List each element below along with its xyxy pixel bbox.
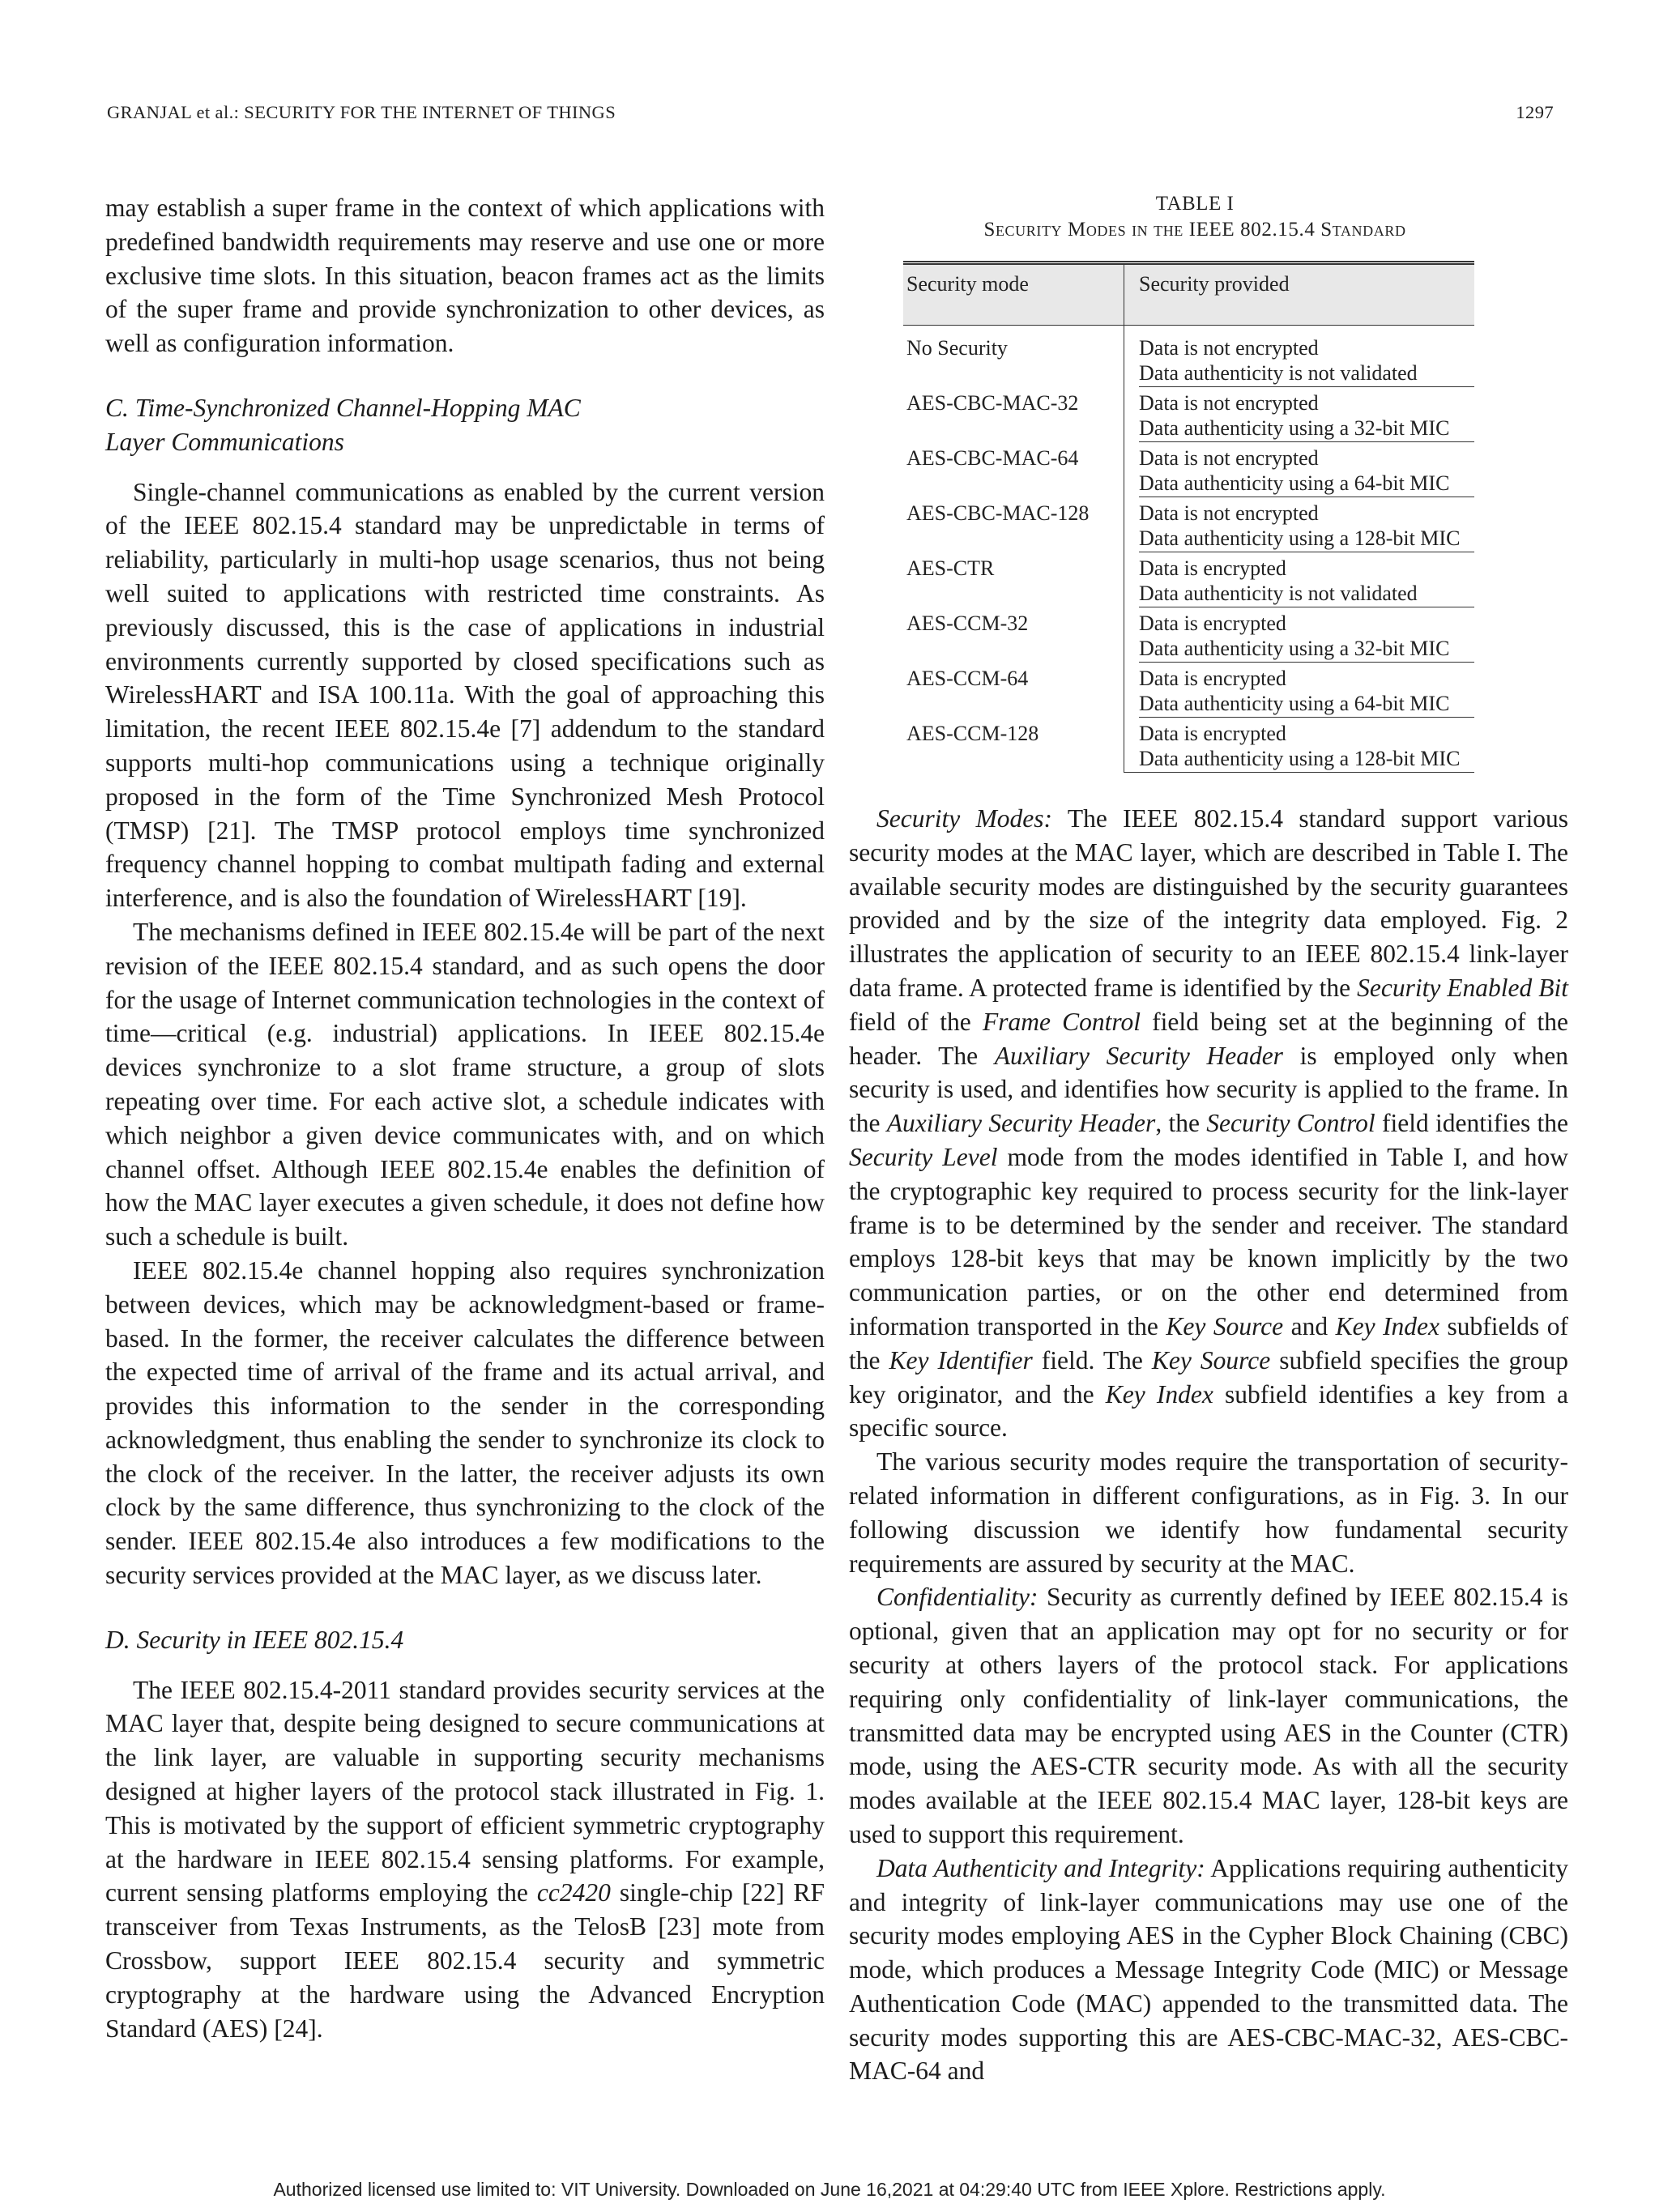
license-footer: Authorized licensed use limited to: VIT University. Downloaded on June 16,2021 at 04:29:40 UTC from IEEE Xplore. Restrictions apply. — [273, 2179, 1386, 2200]
table-row — [903, 442, 1474, 497]
left-column — [105, 191, 825, 2045]
security-mode-cell: No Security — [906, 336, 1008, 360]
section-c-heading-line1: C. Time-Synchronized Channel-Hopping MAC — [105, 393, 581, 422]
running-title: GRANJAL et al.: SECURITY FOR THE INTERNET OF THINGS — [107, 102, 616, 122]
table-row — [903, 326, 1474, 388]
table-row — [903, 552, 1474, 607]
paragraph-heading: Data Authenticity and Integrity: — [876, 1853, 1205, 1882]
security-mode-cell: AES-CCM-64 — [906, 667, 1029, 690]
security-provided-cell: Data is encrypted Data authenticity using a 128-bit MIC — [1124, 718, 1475, 773]
security-provided-cell: Data is not encrypted Data authenticity using a 32-bit MIC — [1124, 387, 1475, 442]
table-row — [903, 663, 1474, 718]
table-row — [903, 387, 1474, 442]
paragraph: The various security modes require the transportation of security-related information in different configurations, as in Fig. 3. In our following discussion we identify how fundamental security requirements are assured by security at the MAC. — [849, 1447, 1568, 1578]
page-number: 1297 — [1516, 102, 1554, 122]
right-column — [849, 802, 1568, 2088]
security-provided-cell: Data is not encrypted Data authenticity using a 64-bit MIC — [1124, 442, 1475, 497]
security-provided-cell: Data is encrypted Data authenticity using a 32-bit MIC — [1124, 607, 1475, 663]
chip-name: cc2420 — [536, 1878, 611, 1907]
table-row — [903, 497, 1474, 552]
column-header: Security provided — [1124, 263, 1475, 326]
security-provided-cell: Data is encrypted Data authenticity is not validated — [1124, 552, 1475, 607]
paragraph-data-authenticity: Data Authenticity and Integrity: Applications requiring authenticity and integrity of link-layer communications may use one of the security modes employing AES in the Cypher Block Chaining (CBC) mode, which produces a Message Integrity Code (MIC) or Message Authentication Code (MAC) appended to the transmitted data. The security modes supporting this are AES-CBC-MAC-32, AES-CBC-MAC-64 and — [849, 1853, 1568, 2086]
paragraph-heading: Confidentiality: — [876, 1583, 1038, 1612]
table-caption — [883, 191, 1507, 243]
security-mode-cell: AES-CCM-32 — [906, 612, 1029, 635]
security-modes-table — [903, 261, 1474, 773]
table-header-row — [903, 263, 1474, 326]
running-header — [107, 102, 1554, 134]
paragraph: IEEE 802.15.4e channel hopping also requires synchronization between devices, which may be acknowledgment-based or frame-based. In the former, the receiver calculates the difference between the expected time of arrival of the frame and its actual arrival, and provides this information to the sender in the corresponding acknowledgment, thus enabling the sender to synchronize its clock to the clock of the receiver. In the latter, the receiver adjusts its own clock by the same difference, thus synchronizing to the clock of the sender. IEEE 802.15.4e also introduces a few modifications to the security services provided at the MAC layer, as we discuss later. — [105, 1255, 825, 1590]
paragraph-security-modes: Security Modes: The IEEE 802.15.4 standard support various security modes at the MAC layer, which are described in Table I. The available security modes are distinguished by the security guarantees provided and by the size of the integrity data employed. Fig. 2 illustrates the application of security to an IEEE 802.15.4 link-layer data frame. A protected frame is identified by the Security Enabled Bit field of the Frame Control field being set at the beginning of the header. The Auxiliary Security Header is employed only when security is used, and identifies how security is applied to the frame. In the Auxiliary Security Header, the Security Control field identifies the Security Level mode from the modes identified in Table I, and how the cryptographic key required to process security for the link-layer frame is to be determined by the sender and receiver. The standard employs 128-bit keys that may be known implicitly by the two communication parties, or on the other end determined from information transported in the Key Source and Key Index subfields of the Key Identifier field. The Key Source subfield specifies the group key originator, and the Key Index subfield identifies a key from a specific source. — [849, 804, 1569, 1443]
table-row — [903, 718, 1474, 773]
security-mode-cell: AES-CBC-MAC-64 — [906, 446, 1079, 470]
paragraph-continued: may establish a super frame in the context of which applications with predefined bandwidth requirements may reserve and use one or more exclusive time slots. In this situation, beacon frames act as the limits of the super frame and provide synchronization to other devices, as well as configuration information. — [105, 194, 825, 358]
paragraph: The mechanisms defined in IEEE 802.15.4e will be part of the next revision of the IEEE 802.15.4 standard, and as such opens the door for the usage of Internet communication technologies in the context of time—critical (e.g. industrial) applications. In IEEE 802.15.4e devices synchronize to a slot frame structure, a group of slots repeating over time. For each active slot, a schedule indicates with which neighbor a given device communicates with, and on which channel offset. Although IEEE 802.15.4e enables the definition of how the MAC layer executes a given schedule, it does not define how such a schedule is built. — [105, 917, 825, 1251]
security-provided-cell: Data is not encrypted Data authenticity using a 128-bit MIC — [1124, 497, 1475, 552]
table-title: Security Modes in the IEEE 802.15.4 Standard — [983, 219, 1406, 241]
security-mode-cell: AES-CTR — [906, 556, 995, 580]
paragraph-confidentiality: Confidentiality: Security as currently defined by IEEE 802.15.4 is optional, given that an application may opt for no security or for security at others layers of the protocol stack. For applications requiring only confidentiality of link-layer communications, the transmitted data may be encrypted using AES in the Counter (CTR) mode, using the AES-CTR security mode. As with all the security modes available at the IEEE 802.15.4 MAC layer, 128-bit keys are used to support this requirement. — [849, 1583, 1568, 1848]
section-d-heading: D. Security in IEEE 802.15.4 — [105, 1625, 404, 1654]
paragraph: The IEEE 802.15.4-2011 standard provides security services at the MAC layer that, despite being designed to secure communications at the link layer, are valuable in supporting security mechanisms designed at higher layers of the protocol stack illustrated in Fig. 1. This is motivated by the support of efficient symmetric cryptography at the hardware in IEEE 802.15.4 sensing platforms. For example, current sensing platforms employing the cc2420 single-chip [22] RF transceiver from Texas Instruments, as the TelosB [23] mote from Crossbow, support IEEE 802.15.4 security and symmetric cryptography at the hardware using the Advanced Encryption Standard (AES) [24]. — [105, 1675, 825, 2043]
paragraph-heading: Security Modes: — [876, 804, 1053, 833]
table-label: TABLE I — [1155, 193, 1235, 215]
table-row — [903, 607, 1474, 663]
security-mode-cell: AES-CBC-MAC-128 — [906, 501, 1090, 525]
section-c-heading-line2: Layer Communications — [105, 427, 344, 456]
security-provided-cell: Data is not encrypted Data authenticity is not validated — [1124, 326, 1475, 388]
security-provided-cell: Data is encrypted Data authenticity using a 64-bit MIC — [1124, 663, 1475, 718]
column-header: Security mode — [903, 263, 1124, 326]
security-mode-cell: AES-CBC-MAC-32 — [906, 391, 1079, 415]
paragraph: Single-channel communications as enabled by the current version of the IEEE 802.15.4 standard may be unpredictable in terms of reliability, particularly in multi-hop usage scenarios, thus not being well suited to applications with restricted time constraints. As previously discussed, this is the case of applications in industrial environments currently supported by closed specifications such as WirelessHART and ISA 100.11a. With the goal of approaching this limitation, the recent IEEE 802.15.4e [7] addendum to the standard supports multi-hop communications using a technique originally proposed in the form of the Time Synchronized Mesh Protocol (TMSP) [21]. The TMSP protocol employs time synchronized frequency channel hopping to combat multipath fading and external interference, and is also the foundation of WirelessHART [19]. — [105, 477, 825, 913]
security-mode-cell: AES-CCM-128 — [906, 722, 1039, 745]
